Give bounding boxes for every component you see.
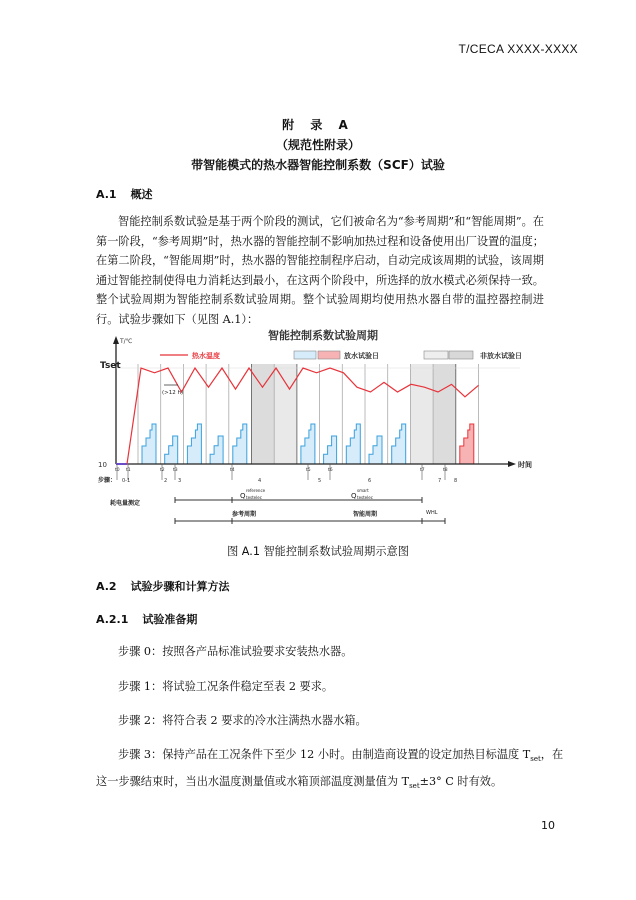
section-number: A.2.1 xyxy=(96,613,129,626)
tapping-bar xyxy=(324,436,337,464)
section-title: 试验准备期 xyxy=(142,613,198,626)
q-smart-subscript: testelec xyxy=(357,495,373,500)
tapping-bar xyxy=(165,436,178,464)
section-a1-heading xyxy=(96,186,153,202)
chart-title: 智能控制系数试验周期 xyxy=(268,329,378,342)
step-number-label: 0-1 xyxy=(122,478,131,484)
x-axis-arrow xyxy=(508,461,516,467)
step-1: 步骤 1：将试验工况条件稳定至表 2 要求。 xyxy=(118,680,334,693)
legend-nontap-label: 非放水试验日 xyxy=(480,352,522,360)
non-tapping-day-bg xyxy=(252,364,275,464)
y-axis-arrow xyxy=(113,336,119,344)
time-marker-label: t4 xyxy=(230,468,235,473)
whl-label: WHL xyxy=(426,510,438,516)
time-marker-label: t7 xyxy=(420,468,425,473)
q-reference-symbol: Q xyxy=(240,492,246,500)
time-marker-label: t6 xyxy=(328,468,333,473)
step-number-label: 7 xyxy=(438,478,442,484)
document-code: T/CECA XXXX-XXXX xyxy=(458,42,578,56)
measurement-and-period-rows xyxy=(110,488,445,524)
time-marker-label: t1 xyxy=(126,468,131,473)
time-marker-label: t0 xyxy=(115,468,120,473)
q-smart-symbol: Q xyxy=(351,492,357,500)
section-title: 试验步骤和计算方法 xyxy=(130,580,230,593)
time-marker-label: t3 xyxy=(173,468,178,473)
section-a21-heading xyxy=(96,611,197,627)
step-number-label: 8 xyxy=(454,478,458,484)
tapping-bar xyxy=(392,424,406,464)
step-0: 步骤 0：按照各产品标准试验要求安装热水器。 xyxy=(118,645,353,658)
legend-tapping-label: 放水试验日 xyxy=(344,352,379,360)
y-tick-tset: Tset xyxy=(100,361,121,371)
time-marker-label: t2 xyxy=(160,468,165,473)
smart-period-label: 智能周期 xyxy=(353,511,378,518)
tapping-bar xyxy=(346,424,360,464)
measurement-row-label: 耗电量测定 xyxy=(110,500,141,507)
time-marker-label: t8 xyxy=(443,468,448,473)
step-2: 步骤 2：将符合表 2 要求的冷水注满热水器水箱。 xyxy=(118,714,367,727)
tset-subscript: set xyxy=(409,782,420,791)
legend-line-label: 热水温度 xyxy=(192,352,220,360)
step-number-label: 4 xyxy=(258,478,262,484)
steps-label: 步骤： xyxy=(98,477,117,484)
section-a1-paragraph xyxy=(96,212,544,329)
q-reference-superscript: reference xyxy=(246,488,266,493)
step-number-label: 3 xyxy=(178,478,182,484)
y-tick-10: 10 xyxy=(98,461,107,469)
step-3-line2-end: ±3° C 时有效。 xyxy=(419,775,503,788)
step-3-line2-text: 这一步骤结束时，当出水温度测量值或水箱顶部温度测量值为 T xyxy=(96,775,410,788)
appendix-type: （规范性附录） xyxy=(275,138,360,152)
section-number: A.1 xyxy=(96,188,117,201)
step-3-text: 步骤 3：保持产品在工况条件下至少 12 小时。由制造商设置的设定加热目标温度 T xyxy=(118,748,531,761)
scf-cycle-chart xyxy=(96,328,534,536)
legend-nontap-swatch-2 xyxy=(449,351,473,359)
figure-caption: 图 A.1 智能控制系数试验周期示意图 xyxy=(227,545,409,558)
non-tapping-day-bg xyxy=(274,364,297,464)
step-3-continued xyxy=(96,773,502,790)
tapping-bar xyxy=(233,424,247,464)
legend-tapping-swatch xyxy=(294,351,316,359)
step-3-text-end: ，在 xyxy=(540,748,564,761)
legend-nontap-swatch-1 xyxy=(424,351,448,359)
tset-subscript: set xyxy=(530,755,541,764)
tapping-bar xyxy=(142,424,156,464)
step-number-label: 6 xyxy=(368,478,372,484)
non-tapping-day-bg xyxy=(410,364,433,464)
step-number-label: 2 xyxy=(164,478,168,484)
q-reference-subscript: testelec xyxy=(246,495,262,500)
legend-whl-swatch xyxy=(318,351,340,359)
step-number-label: 5 xyxy=(318,478,322,484)
tapping-bar xyxy=(301,424,315,464)
step-3 xyxy=(118,746,563,763)
section-a2-heading xyxy=(96,578,230,594)
x-axis-label: 时间 xyxy=(518,461,532,469)
non-tapping-day-bg xyxy=(433,364,456,464)
time-marker-label: t5 xyxy=(306,468,311,473)
appendix-title: 附 录 A xyxy=(282,118,354,132)
tapping-bar xyxy=(187,424,201,464)
reference-period-label: 参考周期 xyxy=(232,511,257,518)
y-axis-label: T/℃ xyxy=(120,338,133,345)
section-title: 概述 xyxy=(130,188,153,201)
time-markers xyxy=(115,464,457,484)
whl-tapping-bar xyxy=(460,424,474,464)
tapping-bar xyxy=(210,436,223,464)
section-number: A.2 xyxy=(96,580,117,593)
q-smart-superscript: smart xyxy=(357,488,369,493)
paragraph-text: 智能控制系数试验是基于两个阶段的测试，它们被命名为“参考周期”和“智能周期”。在第一阶段，“参考周期”时，热水器的智能控制不影响加热过程和设备使用出厂设置的温度；在第二阶段，“智能周期”时，热水器的智能控制程序启动，自动完成该周期的试验，该周期通过智能控制使得电力消耗达到最小，在这两个阶段中，所选择的放水模式必须保持一致。整个试验周期为智能控制系数试验周期。整个试验周期均使用热水器自带的温控器控制进行。试验步骤如下（见图 A.1）： xyxy=(96,215,544,326)
annotation-label: (>12 h) xyxy=(162,390,184,396)
page-number: 10 xyxy=(541,819,555,832)
appendix-subject: 带智能模式的热水器智能控制系数（SCF）试验 xyxy=(191,158,445,172)
tapping-bar xyxy=(369,436,382,464)
